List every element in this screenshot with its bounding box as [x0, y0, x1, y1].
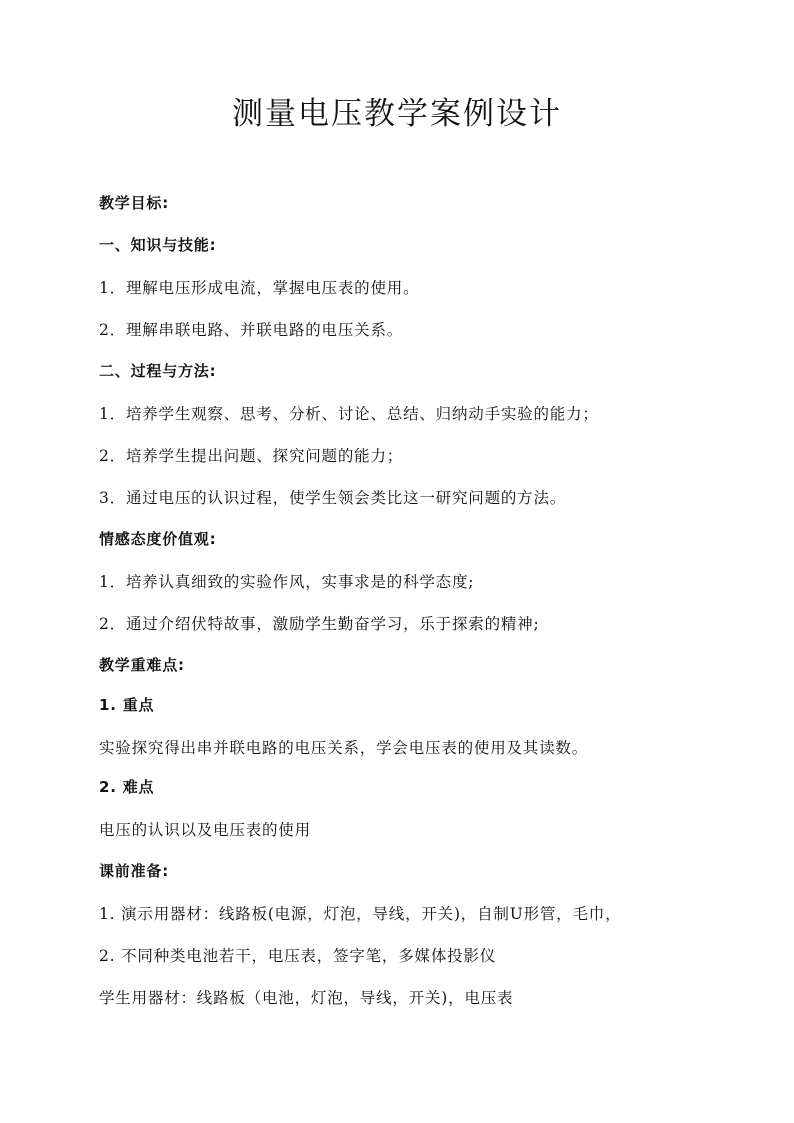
line-process-2: 2．培养学生提出问题、探究问题的能力； [99, 447, 404, 465]
line-key-difficult: 教学重难点: [99, 656, 185, 674]
line-preparation-2: 2. 不同种类电池若干，电压表，签字笔，多媒体投影仪 [99, 947, 497, 965]
line-process-3: 3．通过电压的认识过程，使学生领会类比这一研究问题的方法。 [99, 489, 567, 507]
line-difficult-point: 2. 难点 [99, 778, 155, 796]
line-preparation: 课前准备: [99, 862, 169, 880]
line-difficult-point-body: 电压的认识以及电压表的使用 [99, 821, 311, 839]
line-emotion-2: 2．通过介绍伏特故事，激励学生勤奋学习，乐于探索的精神; [99, 615, 540, 633]
line-emotion-values: 情感态度价值观: [99, 530, 217, 548]
line-knowledge-2: 2．理解串联电路、并联电路的电压关系。 [99, 321, 404, 339]
line-process-methods: 二、过程与方法: [99, 362, 217, 380]
line-student-materials: 学生用器材：线路板（电池，灯泡，导线，开关)，电压表 [99, 989, 514, 1007]
line-key-point-body: 实验探究得出串并联电路的电压关系，学会电压表的使用及其读数。 [99, 739, 589, 757]
line-process-1: 1．培养学生观察、思考、分析、讨论、总结、归纳动手实验的能力； [99, 405, 599, 423]
line-teaching-goals: 教学目标: [99, 194, 169, 212]
line-emotion-1: 1．培养认真细致的实验作风，实事求是的科学态度; [99, 573, 475, 591]
line-preparation-1: 1. 演示用器材：线路板(电源，灯泡，导线，开关)，自制U形管，毛巾， [99, 905, 622, 923]
line-knowledge-1: 1．理解电压形成电流，掌握电压表的使用。 [99, 279, 420, 297]
page-title: 测量电压教学案例设计 [232, 96, 562, 132]
line-key-point: 1. 重点 [99, 696, 155, 714]
line-knowledge-skills: 一、知识与技能: [99, 236, 217, 254]
